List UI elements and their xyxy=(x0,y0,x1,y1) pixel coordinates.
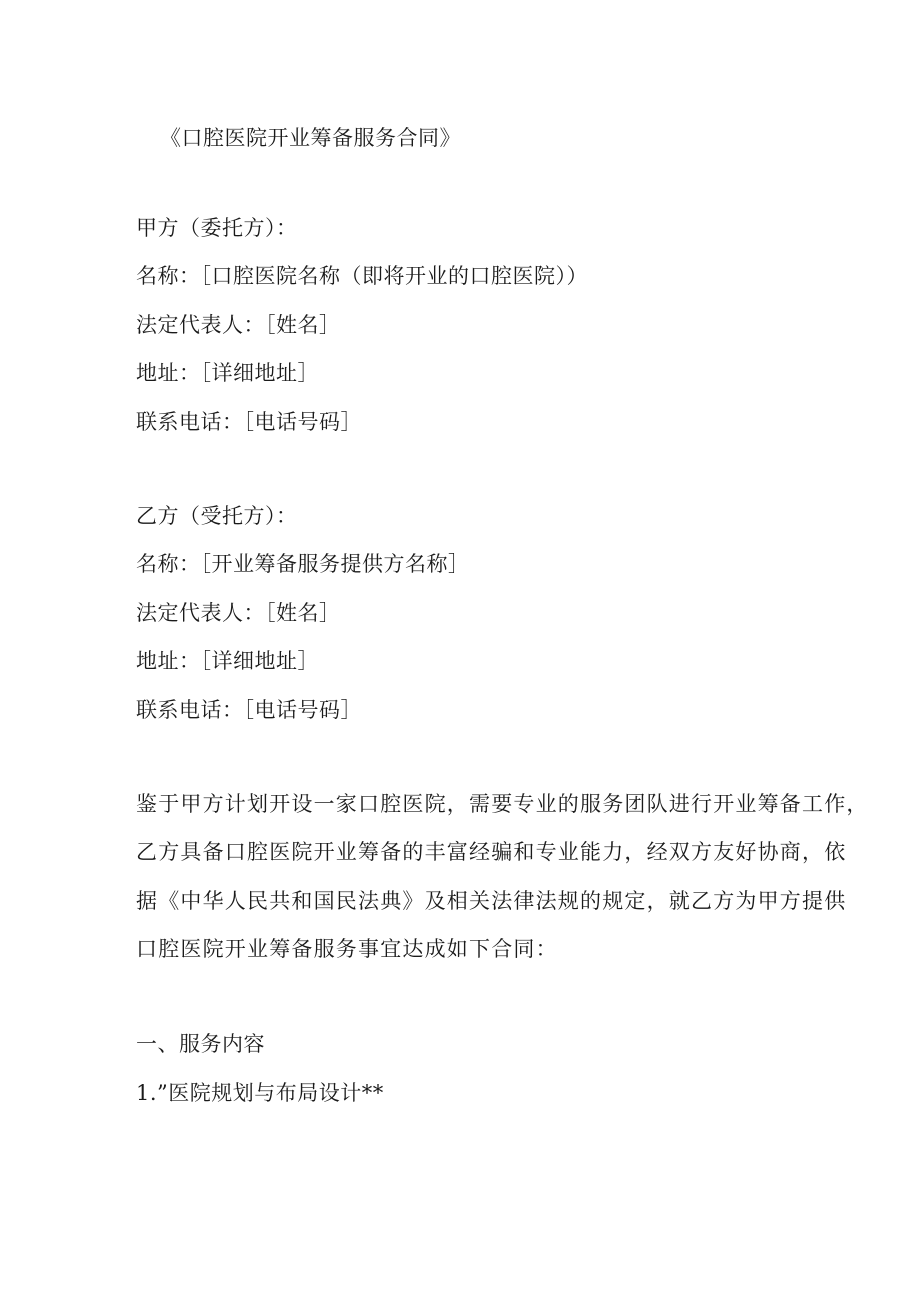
party-a-address: 地址：［详细地址］ xyxy=(136,361,319,385)
party-a-heading: 甲方（委托方）： xyxy=(136,216,298,240)
section-item: 1.”医院规划与布局设计** xyxy=(136,1081,384,1105)
party-b-name: 名称：［开业筹备服务提供方名称］ xyxy=(136,552,470,576)
preamble-line: 鉴于甲方计划开设一家口腔医院，需要专业的服务团队进行开业筹备工作， xyxy=(136,792,869,816)
document-title: 《口腔医院开业筹备服务合同》 xyxy=(160,126,461,150)
party-a-representative: 法定代表人：［姓名］ xyxy=(136,313,341,337)
party-b-heading: 乙方（受托方）： xyxy=(136,504,298,528)
party-a-name: 名称：［口腔医院名称（即将开业的口腔医院）） xyxy=(136,264,588,288)
preamble-line: 口腔医院开业筹备服务事宜达成如下合同： xyxy=(136,937,558,961)
preamble-line: 据《中华人民共和国民法典》及相关法律法规的规定，就乙方为甲方提供 xyxy=(136,889,847,913)
party-b-address: 地址：［详细地址］ xyxy=(136,649,319,673)
section-heading: 一、服务内容 xyxy=(136,1032,265,1056)
preamble-line: 乙方具备口腔医院开业筹备的丰富经骗和专业能力，经双方友好协商，依 xyxy=(136,840,847,864)
party-b-representative: 法定代表人：［姓名］ xyxy=(136,601,341,625)
party-a-phone: 联系电话：［电话号码］ xyxy=(136,410,362,434)
party-b-phone: 联系电话：［电话号码］ xyxy=(136,698,362,722)
